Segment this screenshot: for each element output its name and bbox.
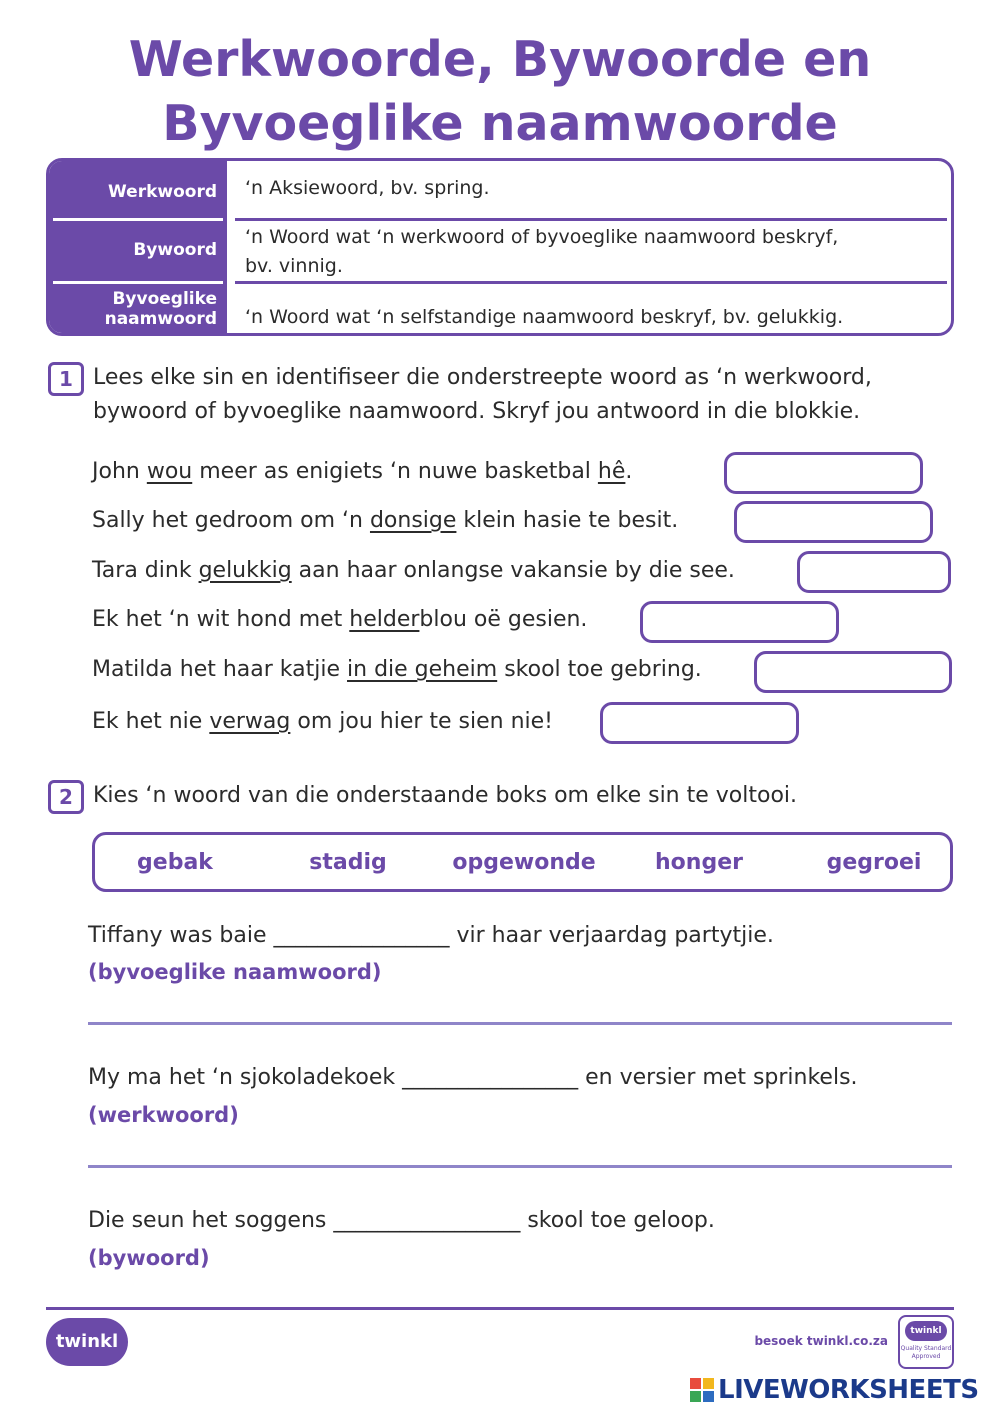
sentence-text: aan haar onlangse vakansie by die see. — [291, 558, 735, 583]
quality-badge — [898, 1315, 954, 1369]
label-separator — [53, 281, 223, 284]
answer-box-2[interactable] — [734, 501, 933, 543]
definition-text-line: ‘n Woord wat ‘n werkwoord of byvoeglike naamwoord beskryf, — [245, 226, 839, 248]
sentence-text: skool toe geloop. — [520, 1208, 715, 1233]
underlined-word: in die geheim — [347, 657, 498, 682]
instruction-line: bywoord of byvoeglike naamwoord. Skryf jou antwoord in die blokkie. — [93, 399, 861, 424]
definition-text-byvoeglike-naamwoord: ‘n Woord wat ‘n selfstandige naamwoord beskryf, bv. gelukkig. — [245, 306, 844, 328]
footer-divider — [46, 1307, 954, 1310]
fill-sentence-2 — [88, 1063, 858, 1093]
underlined-word: gelukkig — [198, 558, 292, 583]
sentence-text: Tara dink — [92, 558, 199, 583]
underlined-word: wou — [146, 459, 193, 484]
sentence-text: Die seun het soggens — [88, 1208, 334, 1233]
title-line-2: Byvoeglike naamwoorde — [162, 95, 838, 152]
question-2-number: 2 — [48, 780, 84, 814]
fill-sentence-3 — [88, 1206, 715, 1236]
hint-1: (byvoeglike naamwoord) — [88, 960, 382, 984]
label-line: naamwoord — [104, 309, 217, 329]
sentence-text: klein hasie te besit. — [456, 508, 679, 533]
sentence-1 — [92, 457, 632, 487]
liveworksheets-icon — [690, 1378, 714, 1402]
question-2-instruction: Kies ‘n woord van die onderstaande boks om elke sin te voltooi. — [93, 783, 798, 808]
question-1-instruction — [93, 361, 872, 429]
answer-box-3[interactable] — [797, 551, 951, 593]
twinkl-logo: twinkl — [46, 1318, 128, 1366]
blank-field[interactable]: ________________ — [273, 923, 450, 948]
sentence-text: Ek het nie — [92, 709, 210, 734]
definition-text-werkwoord: ‘n Aksiewoord, bv. spring. — [245, 177, 490, 199]
visit-link[interactable]: besoek twinkl.co.za — [754, 1334, 888, 1348]
answer-box-1[interactable] — [724, 452, 923, 494]
word-bank-item[interactable]: gegroei — [826, 850, 922, 875]
sentence-text: John — [92, 459, 147, 484]
answer-box-6[interactable] — [600, 702, 799, 744]
word-bank-item[interactable]: gebak — [137, 850, 213, 875]
page-title — [0, 28, 1000, 156]
row-separator — [235, 218, 947, 221]
definitions-table — [46, 158, 954, 336]
sentence-text: Sally het gedroom om ‘n — [92, 508, 370, 533]
badge-title: twinkl — [905, 1321, 947, 1341]
blank-field[interactable]: ________________ — [402, 1065, 579, 1090]
divider — [88, 1165, 952, 1168]
definition-label-werkwoord: Werkwoord — [108, 182, 217, 202]
sentence-text: Tiffany was baie — [88, 923, 274, 948]
watermark-text: LIVEWORKSHEETS — [718, 1375, 979, 1405]
sentence-text: My ma het ‘n sjokoladekoek — [88, 1065, 403, 1090]
definition-label-byvoeglike-naamwoord — [49, 289, 217, 329]
sentence-3 — [92, 556, 735, 586]
sentence-text: . — [625, 459, 633, 484]
divider — [88, 1022, 952, 1025]
word-bank — [92, 832, 953, 892]
label-line: Byvoeglike — [112, 289, 217, 309]
title-line-1: Werkwoorde, Bywoorde en — [128, 31, 872, 88]
underlined-word: hê — [597, 459, 626, 484]
answer-box-5[interactable] — [754, 651, 952, 693]
sentence-text: Matilda het haar katjie — [92, 657, 348, 682]
sentence-text: Ek het ‘n wit hond met — [92, 607, 350, 632]
answer-box-4[interactable] — [640, 601, 839, 643]
row-separator — [235, 281, 947, 284]
instruction-line: Lees elke sin en identifiseer die onderstreepte woord as ‘n werkwoord, — [93, 365, 872, 390]
label-separator — [53, 218, 223, 221]
sentence-text: vir haar verjaardag partytjie. — [449, 923, 774, 948]
sentence-text: meer as enigiets ‘n nuwe basketbal — [192, 459, 598, 484]
sentence-text: blou oë gesien. — [419, 607, 588, 632]
sentence-text: om jou hier te sien nie! — [290, 709, 553, 734]
badge-caption: Quality Standard Approved — [900, 1345, 952, 1360]
sentence-5 — [92, 655, 702, 685]
word-bank-item[interactable]: stadig — [309, 850, 387, 875]
sentence-text: en versier met sprinkels. — [578, 1065, 858, 1090]
sentence-2 — [92, 506, 678, 536]
underlined-word: helder — [349, 607, 420, 632]
sentence-4 — [92, 605, 587, 635]
fill-sentence-1 — [88, 921, 774, 951]
hint-2: (werkwoord) — [88, 1103, 239, 1127]
word-bank-item[interactable]: opgewonde — [452, 850, 596, 875]
definition-label-bywoord: Bywoord — [133, 240, 217, 260]
blank-field[interactable]: _________________ — [333, 1208, 521, 1233]
question-1-number: 1 — [48, 362, 84, 396]
underlined-word: verwag — [209, 709, 291, 734]
liveworksheets-watermark — [690, 1372, 990, 1408]
definition-text-line: bv. vinnig. — [245, 255, 343, 277]
hint-3: (bywoord) — [88, 1246, 210, 1270]
sentence-6 — [92, 707, 553, 737]
underlined-word: donsige — [369, 508, 457, 533]
definition-text-bywoord — [245, 223, 935, 281]
word-bank-item[interactable]: honger — [655, 850, 743, 875]
sentence-text: skool toe gebring. — [497, 657, 702, 682]
